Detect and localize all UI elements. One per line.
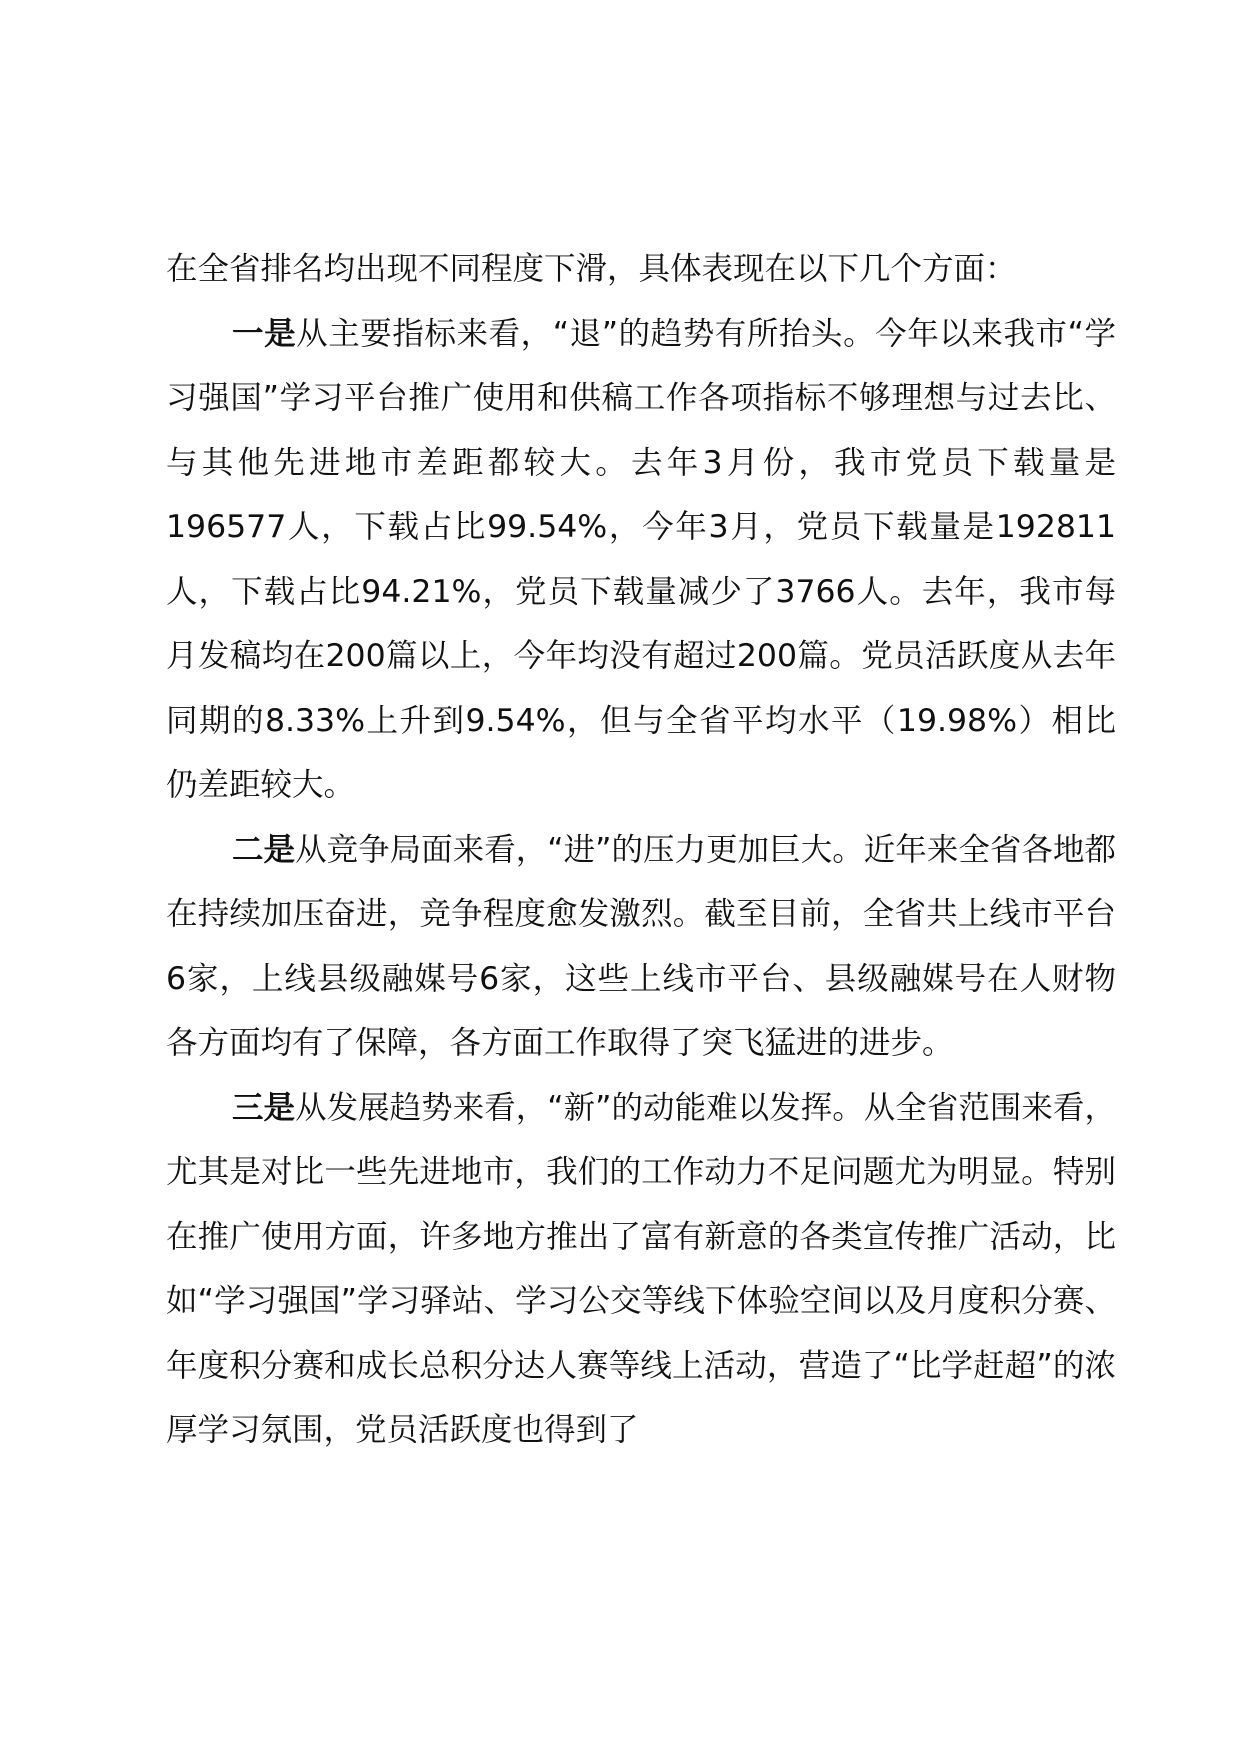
paragraph-point-one <box>166 302 1116 818</box>
paragraph-intro <box>166 237 1116 302</box>
paragraph-text: 从主要指标来看，“退”的趋势有所抬头。今年以来我市“学习强国”学习平台推广使用和供稿工作各项指标不够理想与过去比、与其他先进地市差距都较大。去年3月份，我市党员下载量是196577人，下载占比99.54%，今年3月，党员下载量是192811人，下载占比94.21%，党员下载量减少了3766人。去年，我市每月发稿均在200篇以上，今年均没有超过200篇。党员活跃度从去年同期的8.33%上升到9.54%，但与全省平均水平（19.98%）相比仍差距较大。 <box>166 315 1116 803</box>
paragraph-lead: 二是 <box>232 831 296 868</box>
document-body <box>166 237 1116 1463</box>
paragraph-lead: 一是 <box>232 315 297 352</box>
paragraph-text: 从竞争局面来看，“进”的压力更加巨大。近年来全省各地都在持续加压奋进，竞争程度愈发激烈。截至目前，全省共上线市平台6家，上线县级融媒号6家，这些上线市平台、县级融媒号在人财物各方面均有了保障，各方面工作取得了突飞猛进的进步。 <box>166 831 1116 1061</box>
paragraph-point-three <box>166 1076 1116 1463</box>
paragraph-text: 在全省排名均出现不同程度下滑，具体表现在以下几个方面： <box>166 251 1017 287</box>
paragraph-point-two <box>166 818 1116 1076</box>
paragraph-lead: 三是 <box>232 1089 296 1126</box>
paragraph-text: 从发展趋势来看，“新”的动能难以发挥。从全省范围来看，尤其是对比一些先进地市，我们的工作动力不足问题尤为明显。特别在推广使用方面，许多地方推出了富有新意的各类宣传推广活动，比如“学习强国”学习驿站、学习公交等线下体验空间以及月度积分赛、年度积分赛和成长总积分达人赛等线上活动，营造了“比学赶超”的浓厚学习氛围，党员活跃度也得到了 <box>166 1089 1116 1448</box>
